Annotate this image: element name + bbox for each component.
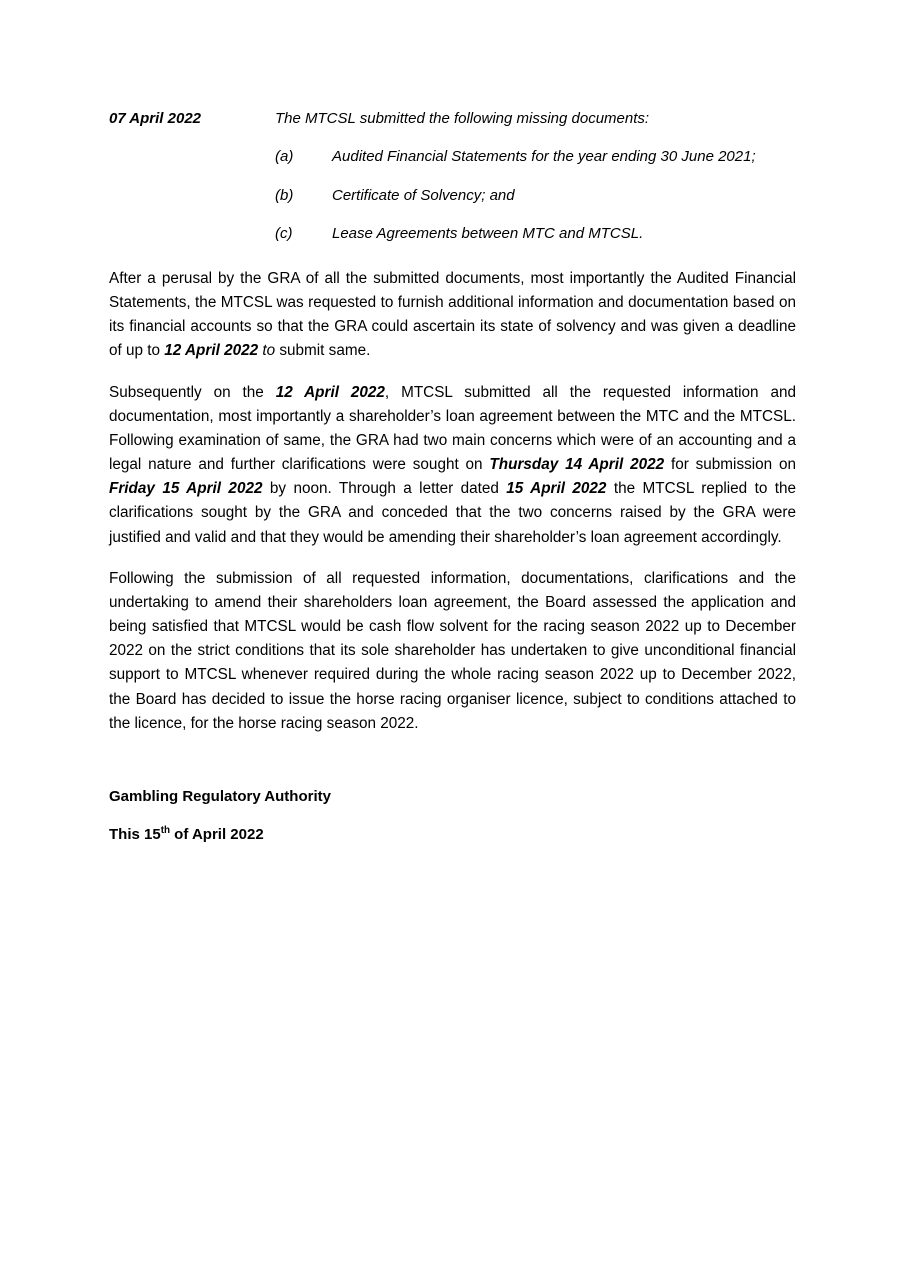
list-item-marker: (c)	[275, 225, 293, 243]
list-item-text: Lease Agreements between MTC and MTCSL.	[332, 225, 644, 243]
signature-date	[109, 824, 796, 846]
inline-emphasis-date: 12 April 2022	[275, 383, 385, 401]
inline-emphasis-date: Thursday 14 April 2022	[489, 456, 665, 474]
signature-date-suffix: of April 2022	[170, 825, 264, 843]
list-item	[275, 223, 796, 245]
paragraph-text-segment: After a perusal by the GRA of all the submitted documents, most importantly the Audited Financial Statements, the MTCSL was requested to furnish additional information and documentation based on its financial accounts so that the GRA could ascertain its state of solvency and was given a deadline of up to	[109, 270, 796, 360]
list-item	[275, 146, 796, 168]
signature-authority: Gambling Regulatory Authority	[109, 787, 331, 805]
list-item-marker: (a)	[275, 147, 294, 165]
paragraph-text-segment: for submission on	[664, 456, 797, 474]
list-item-text: Certificate of Solvency; and	[332, 186, 515, 204]
entry-intro-text: The MTCSL submitted the following missing documents:	[275, 110, 650, 127]
inline-emphasis-date: 15 April 2022	[506, 480, 607, 498]
signature-block	[109, 786, 796, 846]
document-body	[109, 108, 796, 861]
inline-emphasis-date: 12 April 2022	[164, 342, 259, 360]
paragraph-text-segment: submit same.	[275, 342, 371, 360]
paragraph-text-segment: Subsequently on the	[109, 383, 276, 401]
paragraph-text-segment: the MTCSL replied to the clarifications sought by the GRA and conceded that the two concerns raised by the GRA were justified and valid and that they would be amending their shareholder’s loan agreement accordingly.	[109, 480, 796, 546]
list-item	[275, 185, 796, 207]
paragraph-perusal	[109, 267, 796, 364]
paragraph-board-decision: Following the submission of all requested information, documentations, clarifications and the undertaking to amend their shareholders loan agreement, the Board assessed the application and being satisfied that MTCSL would be cash flow solvent for the racing season 2022 up to December 2022 on the strict conditions that its sole shareholder has undertaken to give unconditional financial support to MTCSL whenever required during the whole racing season 2022 up to December 2022, the Board has decided to issue the horse racing organiser licence, subject to conditions attached to the licence, for the horse racing season 2022.	[109, 569, 796, 732]
paragraph-text-segment: by noon. Through a letter dated	[262, 480, 507, 498]
signature-date-prefix: This 15	[109, 825, 161, 843]
list-item-text: Audited Financial Statements for the year ending 30 June 2021;	[332, 147, 756, 165]
inline-emphasis-to: to	[258, 342, 276, 360]
paragraph-text-segment: , MTCSL submitted all the requested information and documentation, most importantly a shareholder’s loan agreement between the MTC and the MTCSL. Following examination of same, the GRA had two main concerns which were of an accounting and a legal nature and further clarifications were sought on	[109, 383, 796, 474]
entry-date: 07 April 2022	[109, 110, 201, 127]
list-item-marker: (b)	[275, 186, 294, 204]
signature-date-ordinal: th	[160, 824, 171, 836]
paragraph-submission	[109, 381, 796, 550]
date-entry-row	[109, 108, 796, 130]
inline-emphasis-date: Friday 15 April 2022	[109, 480, 263, 498]
